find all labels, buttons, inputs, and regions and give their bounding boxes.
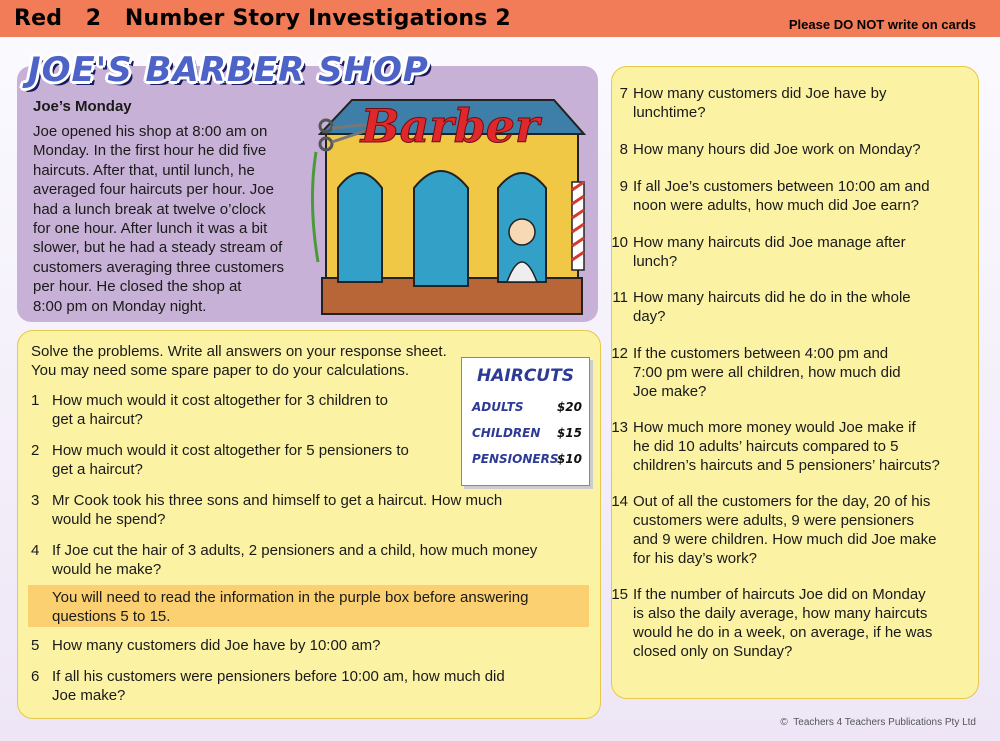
price-label: PENSIONERS: [472, 452, 559, 466]
copyright-icon: ©: [780, 717, 788, 728]
story-line: for one hour. After lunch it was a bit: [33, 220, 268, 238]
question-text: [52, 636, 381, 655]
question-text: [633, 288, 953, 326]
question-text: [52, 491, 502, 529]
question-number: 6: [31, 668, 40, 685]
haircut-price-card: [461, 357, 590, 486]
question-line: If the customers between 4:00 pm and: [633, 345, 889, 362]
question-line: If the number of haircuts Joe did on Monday: [633, 586, 926, 603]
question-line: If Joe cut the hair of 3 adults, 2 pensioners and a child, how much money: [52, 542, 538, 559]
question-line: get a haircut?: [52, 461, 143, 478]
note-line: You will need to read the information in the purple box before answering: [52, 589, 529, 606]
barber-shop-illustration: [302, 92, 592, 316]
question-number: 7: [619, 85, 628, 102]
story-line: had a lunch break at twelve o’clock: [33, 200, 266, 218]
question-line: closed only on Sunday?: [633, 643, 793, 660]
question-line: How many hours did Joe work on Monday?: [633, 141, 921, 158]
question-line: would he do in a week, on average, if he was: [633, 624, 933, 641]
shop-logo: JOE'S BARBER SHOP: [28, 50, 429, 90]
story-line: averaged four haircuts per hour. Joe: [33, 181, 274, 199]
question-text: [52, 441, 409, 479]
note-line: questions 5 to 15.: [52, 608, 171, 625]
question-line: How many haircuts did Joe manage after: [633, 234, 906, 251]
question-number: 3: [31, 492, 40, 509]
question-number: 4: [31, 542, 40, 559]
question-text: [633, 492, 953, 568]
story-line: Monday. In the first hour he did five: [33, 142, 267, 160]
barber-sign-text: Barber: [360, 99, 540, 153]
question-line: How much would it cost altogether for 5 pensioners to: [52, 442, 409, 459]
copyright-footer: [780, 717, 976, 728]
question-text: [633, 177, 953, 215]
question-number: 2: [31, 442, 40, 459]
question-text: [52, 541, 537, 579]
question-line: would he make?: [52, 561, 162, 578]
price-row: [472, 400, 582, 414]
question-text: [633, 585, 953, 661]
question-line: lunchtime?: [633, 104, 706, 121]
question-number: 1: [31, 392, 40, 409]
story-line: Joe opened his shop at 8:00 am on: [33, 123, 268, 140]
question-line: would he spend?: [52, 511, 166, 528]
price-label: CHILDREN: [472, 426, 541, 440]
intro-line: You may need some spare paper to do your calculations.: [31, 362, 410, 379]
question-number: 10: [611, 234, 628, 251]
story-line: slower, but he had a steady stream of: [33, 239, 283, 257]
story-text: [33, 122, 303, 316]
price-label: ADULTS: [472, 400, 524, 414]
question-text: [633, 344, 953, 401]
notice-text: Please DO NOT write on cards: [788, 17, 976, 32]
question-line: How many haircuts did he do in the whole: [633, 289, 911, 306]
question-line: lunch?: [633, 253, 678, 270]
price-card-title: HAIRCUTS: [477, 366, 574, 386]
question-line: he did 10 adults’ haircuts compared to 5: [633, 438, 899, 455]
question-text: [633, 84, 953, 122]
question-line: How much more money would Joe make if: [633, 419, 916, 436]
question-text: [52, 391, 388, 429]
header-bar: [0, 0, 1000, 37]
story-line: per hour. He closed the shop at: [33, 278, 242, 296]
question-line: day?: [633, 308, 666, 325]
question-text: [633, 233, 953, 271]
question-number: 13: [611, 419, 628, 436]
question-line: children’s haircuts and 5 pensioners’ haircuts?: [633, 457, 940, 474]
question-line: get a haircut?: [52, 411, 143, 428]
question-line: 7:00 pm were all children, how much did: [633, 364, 901, 381]
question-line: Joe make?: [52, 687, 126, 704]
question-line: How much would it cost altogether for 3 children to: [52, 392, 388, 409]
question-line: and 9 were children. How much did Joe make: [633, 531, 937, 548]
question-line: Joe make?: [633, 383, 707, 400]
publisher-name: Teachers 4 Teachers Publications Pty Ltd: [793, 717, 976, 728]
question-number: 15: [611, 586, 628, 603]
question-line: If all Joe’s customers between 10:00 am and: [633, 178, 930, 195]
intro-line: Solve the problems. Write all answers on your response sheet.: [31, 343, 447, 360]
question-text: [633, 140, 953, 159]
question-text: [52, 667, 505, 705]
page-title: Red 2 Number Story Investigations 2: [14, 6, 511, 31]
price-value: $15: [556, 426, 582, 440]
story-title: Joe’s Monday: [33, 98, 132, 115]
question-line: is also the daily average, how many haircuts: [633, 605, 928, 622]
story-line: customers averaging three customers: [33, 258, 284, 276]
note-text: [52, 588, 572, 626]
question-number: 12: [611, 345, 628, 362]
question-line: customers were adults, 9 were pensioners: [633, 512, 914, 529]
story-line: 8:00 pm on Monday night.: [33, 297, 207, 315]
story-line: haircuts. After that, until lunch, he: [33, 161, 255, 179]
question-number: 5: [31, 637, 40, 654]
price-value: $20: [556, 400, 582, 414]
question-text: [633, 418, 953, 475]
question-number: 9: [619, 178, 628, 195]
question-line: noon were adults, how much did Joe earn?: [633, 197, 920, 214]
question-number: 8: [619, 141, 628, 158]
problems-intro: [31, 342, 461, 380]
question-line: for his day’s work?: [633, 550, 757, 567]
question-line: How many customers did Joe have by: [633, 85, 887, 102]
price-value: $10: [556, 452, 582, 466]
question-line: Out of all the customers for the day, 20 of his: [633, 493, 931, 510]
question-line: If all his customers were pensioners before 10:00 am, how much did: [52, 668, 505, 685]
price-row: [472, 452, 582, 466]
question-line: How many customers did Joe have by 10:00 am?: [52, 637, 381, 654]
question-number: 11: [612, 289, 628, 306]
question-number: 14: [611, 493, 628, 510]
price-row: [472, 426, 582, 440]
question-line: Mr Cook took his three sons and himself to get a haircut. How much: [52, 492, 503, 509]
